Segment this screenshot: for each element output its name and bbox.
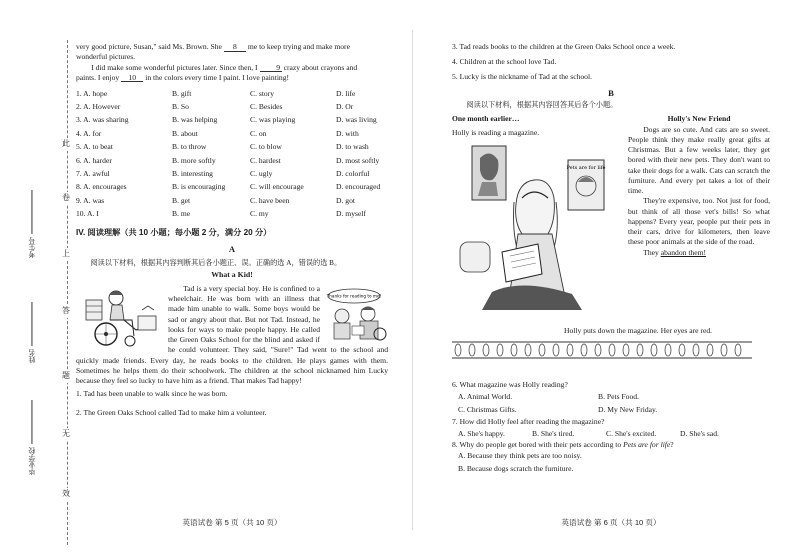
railing-post (693, 344, 699, 356)
binding-char: 效 (62, 488, 70, 501)
option-choice: B. me (172, 209, 191, 219)
option-choice: D. encouraged (336, 182, 381, 192)
option-choice: 4. A. for (76, 128, 102, 138)
page-5 (76, 0, 388, 560)
railing-post (609, 344, 615, 356)
binding-char: 上 (62, 248, 70, 261)
railing-post (553, 344, 559, 356)
page-divider (412, 30, 413, 530)
option-choice: D. was living (336, 115, 377, 125)
option-choice: D. colorful (336, 168, 370, 178)
article-paragraph-1: Dogs are so cute. And cats are so sweet. People think they make really great gifts at Christmas. But a few weeks later, they get bored with their new pets. They don't want to take their dogs for a walk. Cats can scratch the furniture. And every pet takes a lot of their time. (628, 124, 770, 196)
cloze-passage-end: very good picture, Susan," said Ms. Brown. She 8 me to keep trying and make more wonderful pictures. I did make some wonderful pictures later. Since then, I 9 crazy about crayons and paints. I enjoy 10 in the colors every time I paint. I love painting! (76, 42, 358, 82)
railing-post (483, 344, 489, 356)
option-choice: 5. A. to beat (76, 142, 113, 152)
option-choice: B. about (172, 128, 198, 138)
story-title: What a Kid! (211, 270, 253, 280)
railing-post (735, 344, 741, 356)
part-a-label: A (228, 243, 236, 254)
railing-post (679, 344, 685, 356)
article-paragraph-2: They're expensive, too. Not just for food, but think of all those vet's bills! So what happens? Every year, people put their pets in their cars, drive for kilometers, then leave these poor animals at the side of the road. (628, 196, 770, 247)
railing-post (581, 344, 587, 356)
binding-char: 答 (62, 305, 70, 318)
question-1: 1. Tad has been unable to walk since he was born. (76, 389, 228, 399)
option-choice: B. more softly (172, 155, 216, 165)
option-choice: B. get (172, 195, 191, 205)
cloze-options (76, 87, 388, 221)
article-paragraph-3: They abandon them! (643, 247, 707, 257)
option-choice: 3. A. was sharing (76, 115, 129, 125)
question-8-option-b: B. Because dogs scratch the furniture. (458, 463, 574, 473)
binding-dashed-line (67, 40, 68, 545)
option-row (76, 127, 388, 140)
option-choice: B. to throw (172, 142, 207, 152)
option-choice: 1. A. hope (76, 88, 108, 98)
option-choice: B. So (172, 101, 189, 111)
reading-children-illustration (324, 288, 388, 342)
option-row (76, 167, 388, 180)
railing-post (721, 344, 727, 356)
option-choice: D. life (336, 88, 356, 98)
option-choice: C. was playing (250, 115, 296, 125)
name-field: 姓名 (28, 302, 37, 363)
part-b-instructions: 阅读以下材料，根据其内容回答其后各个小题。 (466, 100, 618, 109)
question-7: 7. How did Holly feel after reading the magazine? (452, 416, 605, 426)
binding-char: 无 (62, 428, 70, 441)
article-title: Holly's New Friend (667, 114, 731, 124)
page-footer-6: 英语试卷 第 6 页（共 10 页） (561, 518, 661, 527)
option-row (76, 100, 388, 113)
one-month-earlier: One month earlier… (452, 114, 520, 124)
option-row (76, 194, 388, 207)
wheelchair-boy-illustration (76, 286, 162, 348)
holly-down-caption: Holly puts down the magazine. Her eyes are red. (564, 326, 713, 336)
binding-char: 卷 (62, 192, 70, 205)
option-row (76, 87, 388, 100)
question-7-options: A. She's happy. B. She's tired. C. She's excited. D. She's sad. (458, 428, 719, 438)
blank-8: 8 (224, 43, 246, 52)
railing-post (497, 344, 503, 356)
blank-10: 10 (121, 74, 143, 83)
option-choice: B. was helping (172, 115, 218, 125)
candidate-number-field: 考生号 (28, 190, 37, 258)
part-b-label: B (608, 88, 614, 98)
railing-post (651, 344, 657, 356)
binding-margin (0, 0, 72, 560)
binding-char: 此 (62, 138, 70, 151)
speech-bubble-text: Thanks for reading to me! (326, 293, 382, 299)
railing-post (637, 344, 643, 356)
holly-reading-illustration (452, 142, 628, 314)
railing-post (665, 344, 671, 356)
option-choice: C. story (250, 88, 275, 98)
story-b (452, 114, 770, 344)
question-6: 6. What magazine was Holly reading? (452, 380, 568, 390)
railing-post (511, 344, 517, 356)
railing-post (539, 344, 545, 356)
option-choice: C. to blow (250, 142, 282, 152)
railing-post (623, 344, 629, 356)
railing-post (707, 344, 713, 356)
part-a-instructions: 阅读以下材料，根据其内容判断其后各小题正、误。正确的选 A，错误的选 B。 (90, 258, 342, 267)
option-choice: 7. A. awful (76, 168, 110, 178)
option-row (76, 141, 388, 154)
option-choice: D. to wash (336, 142, 369, 152)
railing-post (455, 344, 461, 356)
option-choice: D. most softly (336, 155, 380, 165)
option-choice: D. myself (336, 209, 366, 219)
option-choice: D. got (336, 195, 355, 205)
section-title-reading: IV. 阅读理解（共 10 小题；每小题 2 分，满分 20 分） (76, 227, 272, 237)
option-choice: C. ugly (250, 168, 273, 178)
question-4: 4. Children at the school love Tad. (452, 57, 557, 66)
blank-9: 9 (260, 64, 282, 73)
poster-text: Pets are for life (566, 165, 606, 172)
question-5: 5. Lucky is the nickname of Tad at the school. (452, 72, 592, 81)
option-row (76, 208, 388, 221)
option-choice: 6. A. harder (76, 155, 112, 165)
railing-post (525, 344, 531, 356)
option-choice: C. have been (250, 195, 290, 205)
question-8-option-a: A. Because they think pets are too noisy. (458, 450, 582, 460)
option-choice: C. on (250, 128, 267, 138)
holly-reading-caption: Holly is reading a magazine. (452, 127, 540, 137)
option-row (76, 154, 388, 167)
option-choice: B. is encouraging (172, 182, 226, 192)
story-a (76, 284, 388, 387)
railing-post (567, 344, 573, 356)
question-6-options-row1: A. Animal World. B. Pets Food. (458, 392, 639, 402)
page-footer-5: 英语试卷 第 5 页（共 10 页） (182, 518, 282, 527)
binding-char: 题 (62, 370, 70, 383)
option-choice: B. gift (172, 88, 192, 98)
option-choice: 8. A. encourages (76, 182, 127, 192)
question-3: 3. Tad reads books to the children at the Green Oaks School once a week. (452, 42, 676, 51)
railing-post (595, 344, 601, 356)
page-6 (452, 0, 770, 560)
option-choice: C. hardest (250, 155, 281, 165)
option-choice: C. Besides (250, 101, 283, 111)
question-8: 8. Why do people get bored with their pets according to Pets are for life? (452, 440, 674, 450)
option-choice: C. will encourage (250, 182, 304, 192)
option-choice: 2. A. However (76, 101, 121, 111)
option-choice: D. Or (336, 101, 354, 111)
option-choice: 10. A. I (76, 209, 99, 219)
railing-post (469, 344, 475, 356)
school-field: 毕业学校 (28, 400, 37, 475)
question-6-options-row2: C. Christmas Gifts. D. My New Friday. (458, 405, 658, 415)
abandon-phrase: abandon them! (660, 247, 707, 257)
option-choice: D. with (336, 128, 359, 138)
story-a-text: Tad is a very special boy. He is confined to a wheelchair. He was born with an illness that made him unable to walk. Some boys would be sad or angry about that. But not Tad. Instead, he looks for ways to make people happy. He called the Green Oaks School for the blind and asked if he could volunteer. They said, "Sure!" Tad went to the school and quickly made friends. Every day, he reads books to the children. He plays games with them. Sometimes he helps them do their schoolwork. The children at the school nicknamed him Lucky because they feel so lucky to have him as a friend. That makes Tad happy! (76, 283, 388, 386)
question-2: 2. The Green Oaks School called Tad to make him a volunteer. (76, 407, 267, 417)
option-row (76, 114, 388, 127)
option-choice: 9. A. was (76, 195, 105, 205)
option-choice: B. interesting (172, 168, 213, 178)
option-choice: C. my (250, 209, 269, 219)
option-row (76, 181, 388, 194)
